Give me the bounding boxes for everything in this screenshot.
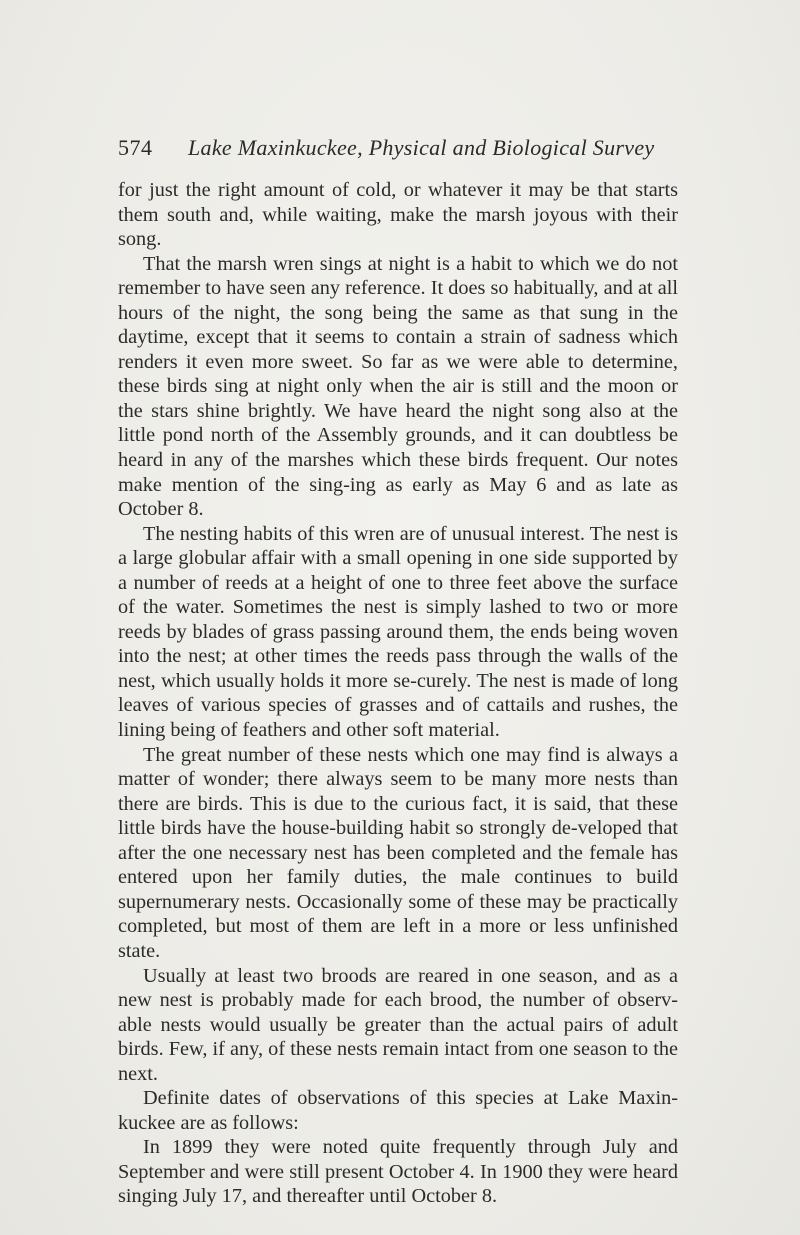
paragraph-continuation: for just the right amount of cold, or whatever it may be that starts them south and, while waiting, make the marsh joyous with their song. (118, 179, 678, 251)
running-title: Lake Maxinkuckee, Physical and Biological Survey (188, 135, 655, 160)
paragraph-night-song: That the marsh wren sings at night is a habit to which we do not remember to have seen any reference. It does so habitually, and at all hours of the night, the song being the same as that sung in the daytime, except that it seems to contain a strain of sadness which renders it even more sweet. So far as we were able to determine, these birds sing at night only when the air is still and the moon or the stars shine brightly. We have heard the night song also at the little pond north of the Assembly grounds, and it can doubtless be heard in any of the marshes which these birds frequent. Our notes make mention of the sing-ing as early as May 6 and as late as October 8. (118, 252, 678, 521)
page-header (118, 133, 678, 163)
paragraph-broods: Usually at least two broods are reared in one season, and as a new nest is probably made for each brood, the number of observ-able nests would usually be greater than the actual pairs of adult birds. Few, if any, of these nests remain intact from one season to the next. (118, 964, 678, 1085)
body-text (118, 178, 678, 1209)
paragraph-observation-dates-intro: Definite dates of observations of this species at Lake Maxin-kuckee are as follows: (118, 1087, 678, 1134)
paragraph-number-of-nests: The great number of these nests which one may find is always a matter of wonder; there always seem to be many more nests than there are birds. This is due to the curious fact, it is said, that these little birds have the house-building habit so strongly de-veloped that after the one necessary nest has been completed and the female has entered upon her family duties, the male continues to build supernumerary nests. Occasionally some of these may be practically completed, but most of them are left in a more or less unfinished state. (118, 743, 678, 962)
page-number: 574 (118, 135, 153, 160)
paragraph-observations-1899-1900: In 1899 they were noted quite frequently through July and September and were still present October 4. In 1900 they were heard singing July 17, and thereafter until October 8. (118, 1136, 678, 1208)
paragraph-nesting-habits: The nesting habits of this wren are of unusual interest. The nest is a large globular affair with a small opening in one side supported by a number of reeds at a height of one to three feet above the surface of the water. Sometimes the nest is simply lashed to two or more reeds by blades of grass passing around them, the ends being woven into the nest; at other times the reeds pass through the walls of the nest, which usually holds it more se-curely. The nest is made of long leaves of various species of grasses and of cattails and rushes, the lining being of feathers and other soft material. (118, 522, 678, 742)
